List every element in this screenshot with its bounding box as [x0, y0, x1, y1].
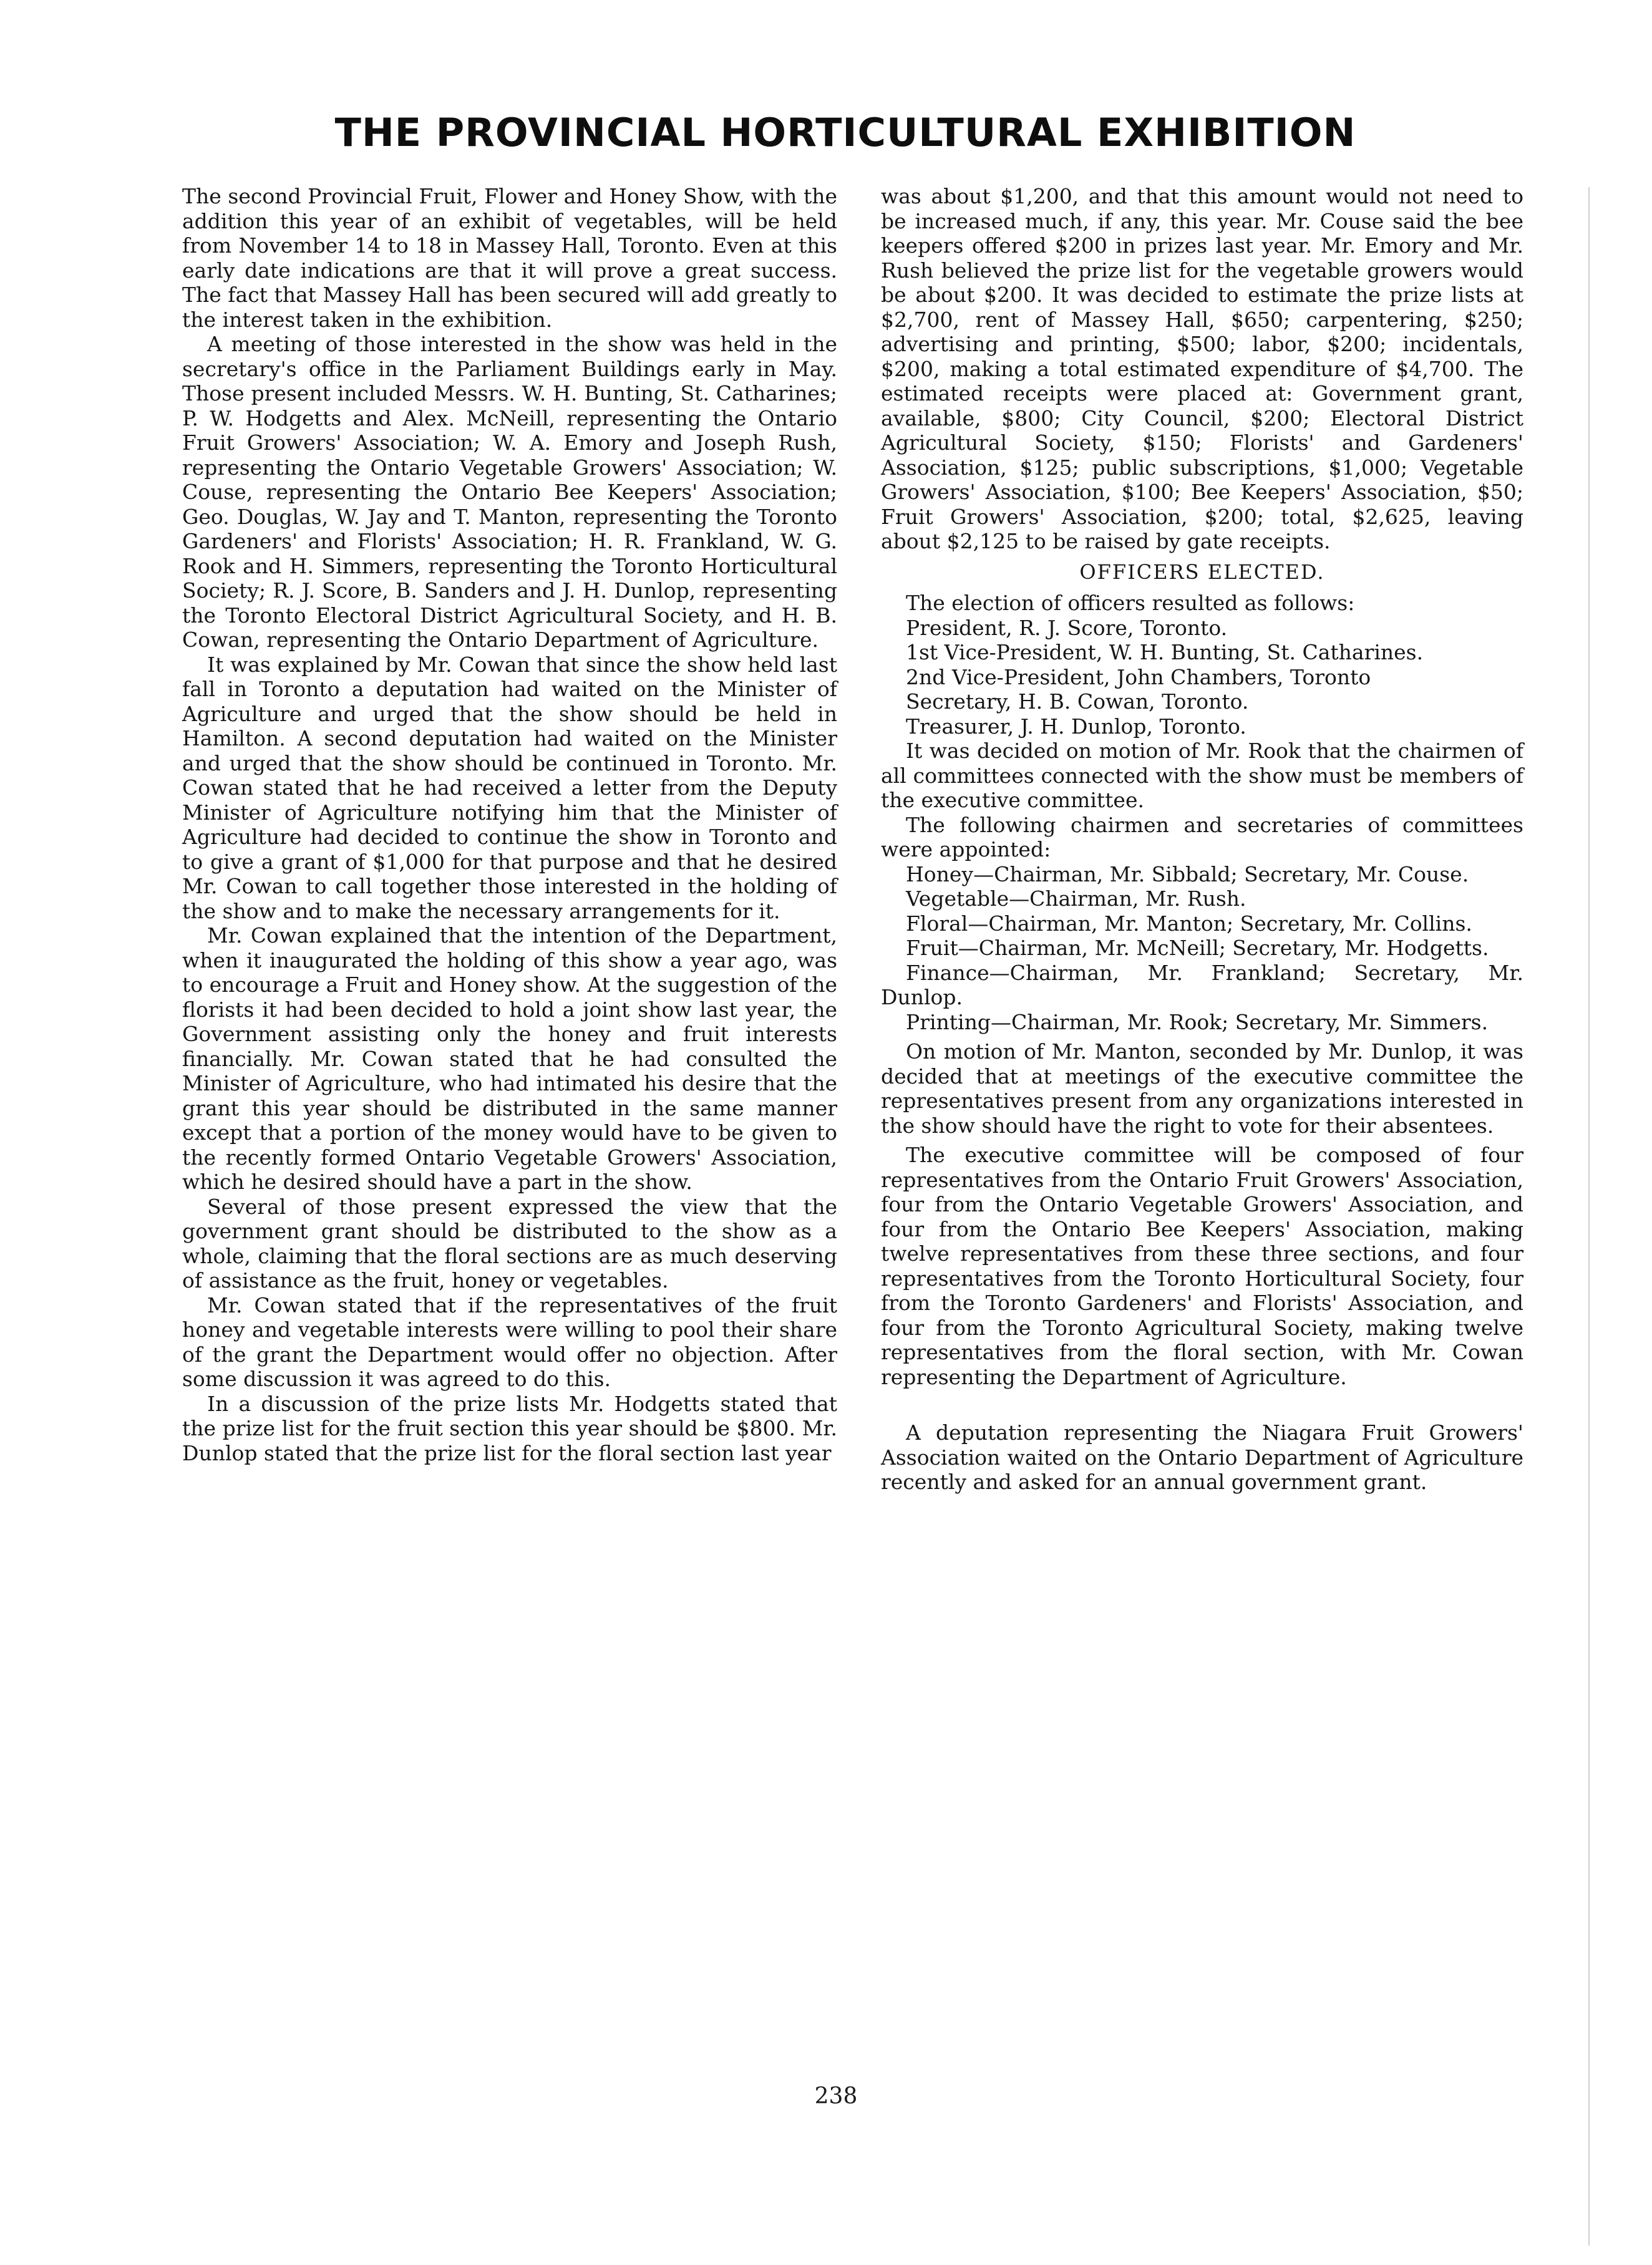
paragraph-department-intention: Mr. Cowan explained that the intention of the Department, when it inaugurated the holding of this show a year ago, was to encourage a Fruit and Honey show. At the suggestion of the florists it had been decided to hold a joint show last year, the Government assisting only the honey and fruit interests financially. Mr. Cowan stated that he had consulted the Minister of Agriculture, who had intimated his desire that the grant this year should be distributed in the same manner except that a portion of the money would have to be given to the recently formed Ontario Vegetable Growers' Association, which he desired should have a part in the show.	[182, 923, 837, 1194]
paragraph-motion-rook: It was decided on motion of Mr. Rook that the chairmen of all committees connected with the show must be members of the executive committee.	[881, 739, 1523, 812]
paragraph-meeting: A meeting of those interested in the show was held in the secretary's office in the Parliament Buildings early in May. Those present included Messrs. W. H. Bunting, St. Catharines; P. W. Hodgetts and Alex. McNeill, representing the Ontario Fruit Growers' Association; W. A. Emory and Joseph Rush, representing the Ontario Vegetable Growers' Association; W. Couse, representing the Ontario Bee Keepers' Association; Geo. Douglas, W. Jay and T. Manton, representing the Toronto Gardeners' and Florists' Association; H. R. Frankland, W. G. Rook and H. Simmers, representing the Toronto Horticultural Society; R. J. Score, B. Sanders and J. H. Dunlop, representing the Toronto Electoral District Agricultural Society, and H. B. Cowan, representing the Ontario Department of Agriculture.	[182, 332, 837, 652]
paragraph-prize-lists: In a discussion of the prize lists Mr. Hodgetts stated that the prize list for the fruit section this year should be $800. Mr. Dunlop stated that the prize list for the floral section last year	[182, 1391, 837, 1465]
paragraph-pool-grant: Mr. Cowan stated that if the representatives of the fruit honey and vegetable interests were willing to pool their share of the grant the Department would offer no objection. After some discussion it was agreed to do this.	[182, 1293, 837, 1391]
left-column	[182, 184, 837, 1465]
committee-honey: Honey—Chairman, Mr. Sibbald; Secretary, Mr. Couse.	[906, 861, 1469, 886]
paragraph-executive-committee: The executive committee will be composed of four representatives from the Ontario Fruit Growers' Association, four from the Ontario Vegetable Growers' Association, and four from the Ontario Bee Keepers' Association, making twelve representatives from these three sections, and four representatives from the Toronto Horticultural Society, four from the Toronto Gardeners' and Florists' Association, and four from the Toronto Agricultural Society, making twelve representatives from the floral section, with Mr. Cowan representing the Department of Agriculture.	[881, 1143, 1523, 1389]
paragraph-intro: The second Provincial Fruit, Flower and Honey Show, with the addition this year of an exhibit of vegetables, will be held from November 14 to 18 in Massey Hall, Toronto. Even at this early date indications are that it will prove a great success. The fact that Massey Hall has been secured will add greatly to the interest taken in the exhibition.	[182, 184, 837, 332]
committee-finance: Finance—Chairman, Mr. Frankland; Secretary, Mr. Dunlop.	[881, 960, 1523, 1009]
paragraph-niagara-deputation: A deputation representing the Niagara Fruit Growers' Association waited on the Ontario Department of Agriculture recently and asked for an annual government grant.	[881, 1420, 1523, 1494]
officer-treasurer: Treasurer, J. H. Dunlop, Toronto.	[906, 714, 1246, 739]
officer-president: President, R. J. Score, Toronto.	[906, 615, 1228, 640]
committee-vegetable: Vegetable—Chairman, Mr. Rush.	[906, 886, 1246, 911]
officer-second-vice-president: 2nd Vice-President, John Chambers, Toronto	[906, 664, 1371, 689]
committee-fruit: Fruit—Chairman, Mr. McNeill; Secretary, Mr. Hodgetts.	[906, 936, 1489, 960]
section-heading-officers: OFFICERS ELECTED.	[1079, 560, 1325, 584]
paragraph-motion-manton: On motion of Mr. Manton, seconded by Mr. Dunlop, it was decided that at meetings of the executive committee the representatives present from any organizations interested in the show should have the right to vote for their absentees.	[881, 1039, 1523, 1138]
committee-printing: Printing—Chairman, Mr. Rook; Secretary, Mr. Simmers.	[906, 1009, 1489, 1034]
officer-secretary: Secretary, H. B. Cowan, Toronto.	[906, 689, 1249, 714]
scan-edge-line	[1588, 187, 1590, 2246]
paragraph-deputation-history: It was explained by Mr. Cowan that since the show held last fall in Toronto a deputation had waited on the Minister of Agriculture and urged that the show should be held in Hamilton. A second deputation had waited on the Minister and urged that the show should be continued in Toronto. Mr. Cowan stated that he had received a letter from the Deputy Minister of Agriculture notifying him that the Minister of Agriculture had decided to continue the show in Toronto and to give a grant of $1,000 for that purpose and that he desired Mr. Cowan to call together those interested in the holding of the show and to make the necessary arrangements for it.	[182, 652, 837, 923]
right-column	[881, 184, 1523, 1495]
page-number: 238	[814, 2083, 858, 2109]
committee-floral: Floral—Chairman, Mr. Manton; Secretary, Mr. Collins.	[906, 911, 1472, 936]
article-title: THE PROVINCIAL HORTICULTURAL EXHIBITION	[334, 110, 1356, 155]
officer-first-vice-president: 1st Vice-President, W. H. Bunting, St. Catharines.	[906, 640, 1424, 664]
paragraph-budget: was about $1,200, and that this amount would not need to be increased much, if any, this year. Mr. Couse said the bee keepers offered $200 in prizes last year. Mr. Emory and Mr. Rush believed the prize list for the vegetable growers would be about $200. It was decided to estimate the prize lists at $2,700, rent of Massey Hall, $650; carpentering, $250; advertising and printing, $500; labor, $200; incidentals, $200, making a total estimated expenditure of $4,700. The estimated receipts were placed at: Government grant, available, $800; City Council, $200; Electoral District Agricultural Society, $150; Florists' and Gardeners' Association, $125; public subscriptions, $1,000; Vegetable Growers' Association, $100; Bee Keepers' Association, $50; Fruit Growers' Association, $200; total, $2,625, leaving about $2,125 to be raised by gate receipts.	[881, 184, 1523, 553]
committees-intro: The following chairmen and secretaries of committees were appointed:	[881, 812, 1523, 861]
officers-intro: The election of officers resulted as follows:	[906, 591, 1355, 615]
paragraph-grant-view: Several of those present expressed the view that the government grant should be distributed to the show as a whole, claiming that the floral sections are as much deserving of assistance as the fruit, honey or vegetables.	[182, 1194, 837, 1293]
